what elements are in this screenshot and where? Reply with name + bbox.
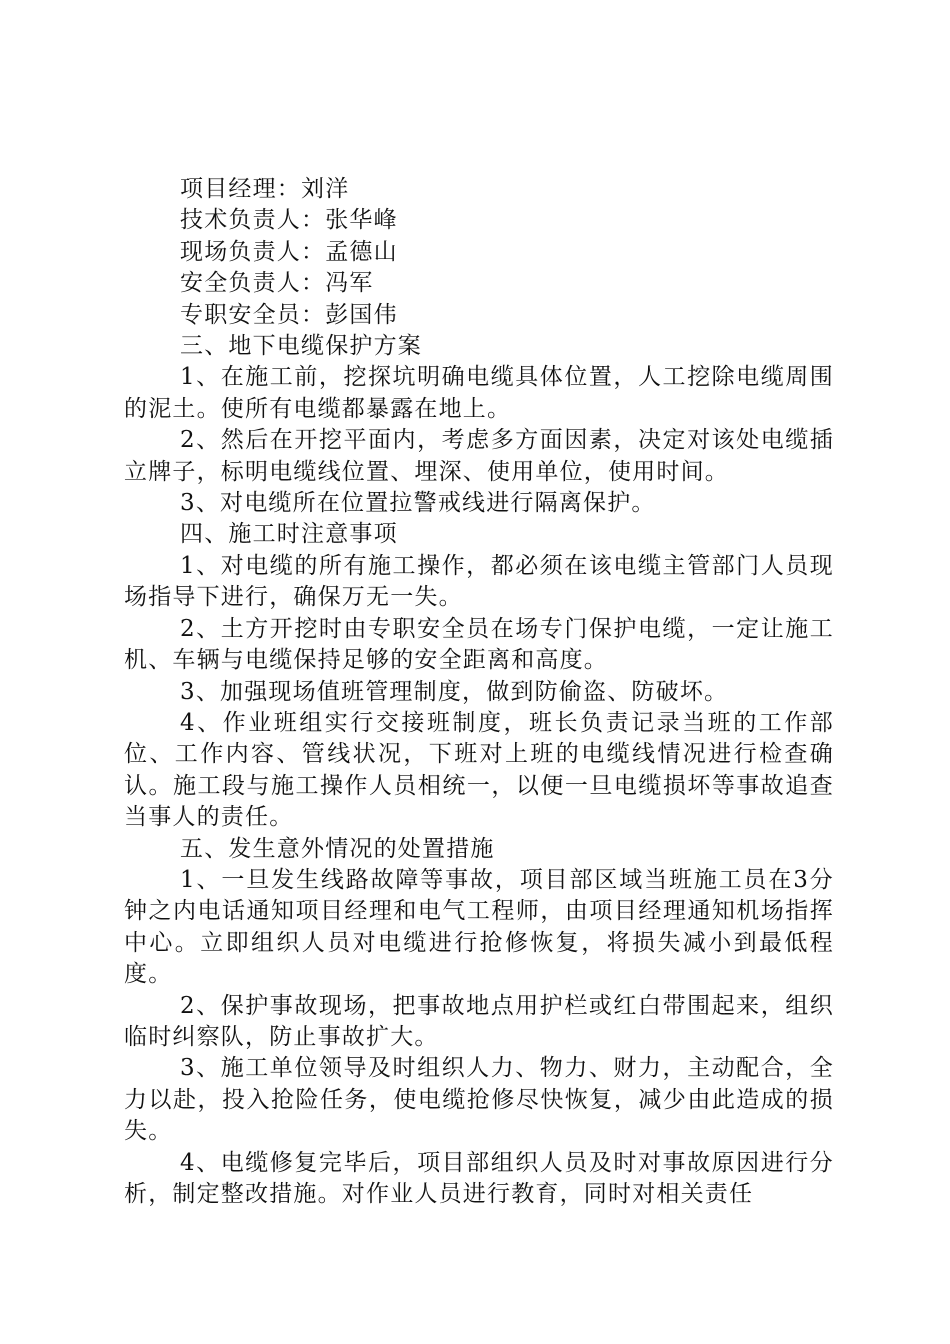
section5-item-2: 2、保护事故现场，把事故地点用护栏或红白带围起来，组织临时纠察队，防止事故扩大。: [124, 992, 834, 1050]
staff-site-lead: 现场负责人：孟德山: [180, 238, 398, 265]
section3-item-2: 2、然后在开挖平面内，考虑多方面因素，决定对该处电缆插立牌子，标明电缆线位置、埋深、使用单位，使用时间。: [124, 427, 834, 485]
staff-safety-officer: 专职安全员：彭国伟: [180, 301, 398, 328]
staff-technical-lead: 技术负责人：张华峰: [180, 207, 398, 234]
document-body: [124, 174, 834, 1210]
staff-project-manager: 项目经理：刘洋: [180, 176, 350, 202]
section4-item-2: 2、土方开挖时由专职安全员在场专门保护电缆，一定让施工机、车辆与电缆保持足够的安全距离和高度。: [124, 615, 834, 674]
section5-item-3: 3、施工单位领导及时组织人力、物力、财力，主动配合，全力以赴，投入抢险任务，使电缆抢修尽快恢复，减少由此造成的损失。: [124, 1055, 834, 1145]
section5-item-1: 1、一旦发生线路故障等事故，项目部区域当班施工员在3分钟之内电话通知项目经理和电气工程师，由项目经理通知机场指挥中心。立即组织人员对电缆进行抢修恢复，将损失减小到最低程度。: [124, 866, 834, 988]
section3-item-1: 1、在施工前，挖探坑明确电缆具体位置，人工挖除电缆周围的泥土。使所有电缆都暴露在地上。: [124, 364, 834, 422]
section-heading-3: 三、地下电缆保护方案: [180, 333, 422, 360]
section4-item-1: 1、对电缆的所有施工操作，都必须在该电缆主管部门人员现场指导下进行，确保万无一失。: [124, 552, 834, 611]
section4-item-4: 4、作业班组实行交接班制度，班长负责记录当班的工作部位、工作内容、管线状况，下班对上班的电缆线情况进行检查确认。施工段与施工操作人员相统一，以便一旦电缆损坏等事故追查当事人的责任。: [124, 709, 834, 831]
section4-item-3: 3、加强现场值班管理制度，做到防偷盗、防破坏。: [180, 678, 729, 705]
section-heading-4: 四、施工时注意事项: [180, 521, 398, 548]
section5-item-4: 4、电缆修复完毕后，项目部组织人员及时对事故原因进行分析，制定整改措施。对作业人员进行教育，同时对相关责任: [124, 1149, 834, 1207]
staff-safety-lead: 安全负责人：冯军: [180, 270, 374, 297]
section3-item-3: 3、对电缆所在位置拉警戒线进行隔离保护。: [180, 490, 656, 517]
section-heading-5: 五、发生意外情况的处置措施: [180, 835, 495, 862]
